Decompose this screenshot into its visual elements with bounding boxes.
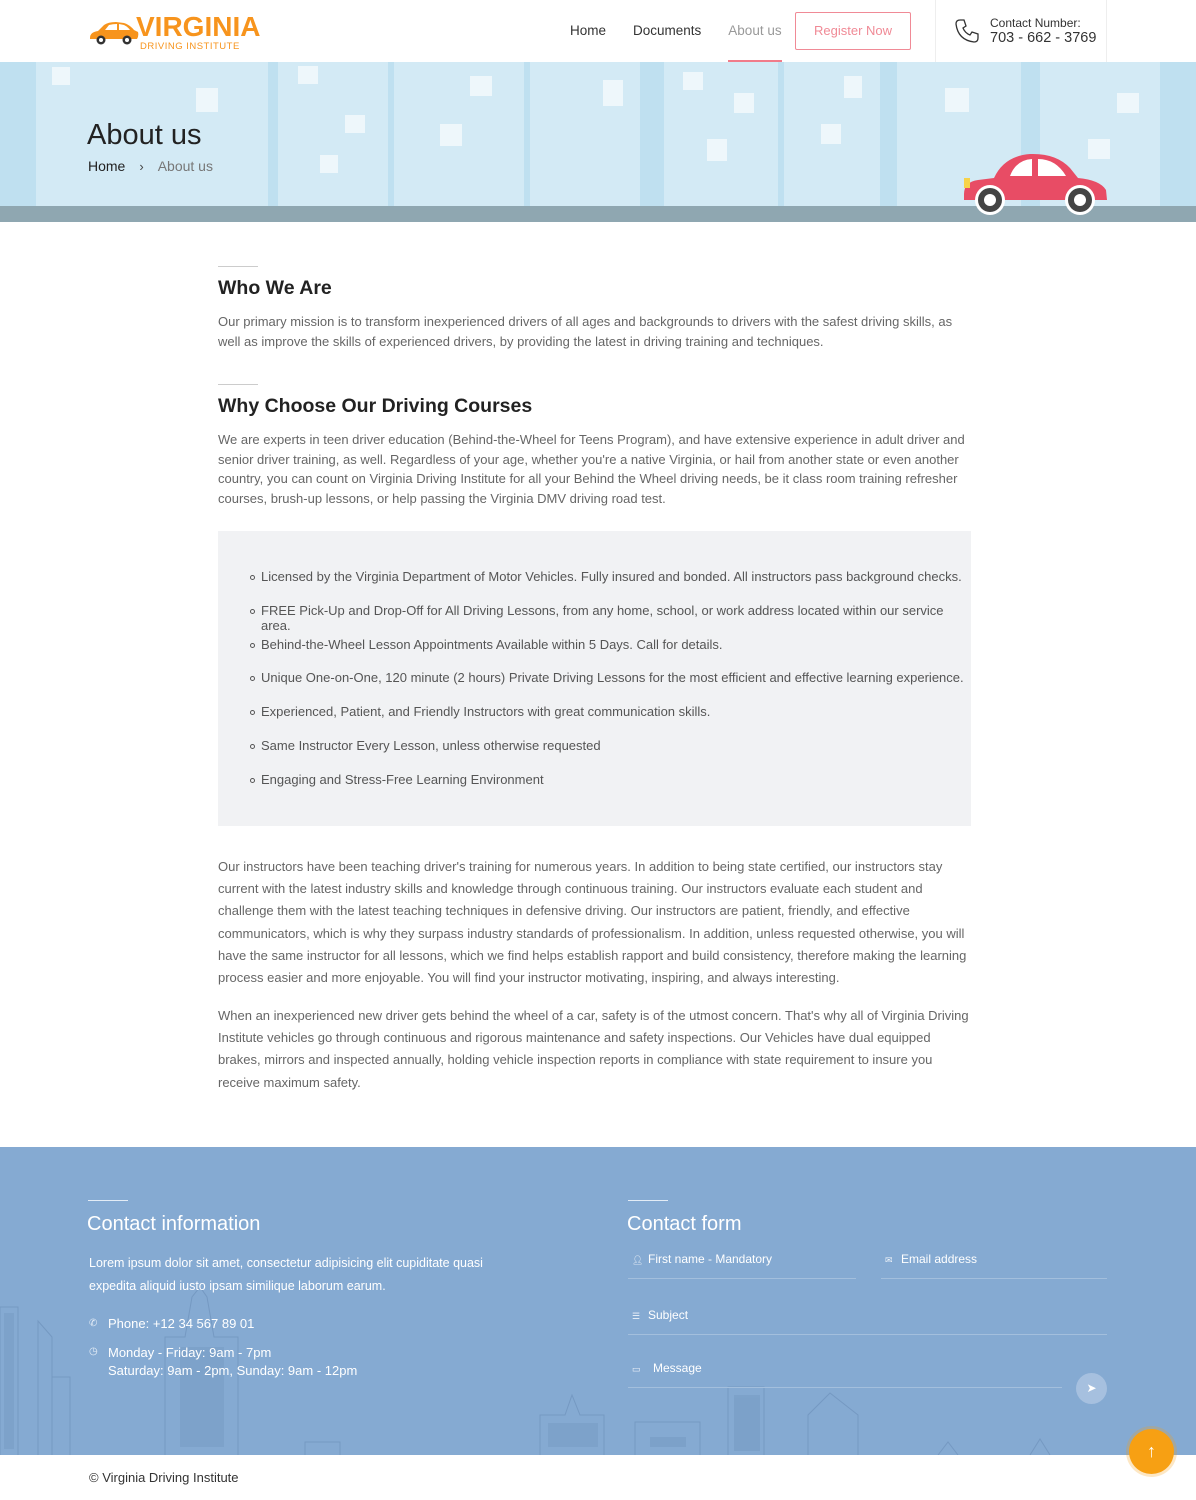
nav-home[interactable]: Home	[570, 23, 607, 38]
list-item: Unique One-on-One, 120 minute (2 hours) Private Driving Lessons for the most efficient and effective learning experience.	[250, 670, 971, 704]
car-logo-icon	[88, 18, 140, 48]
bullet-icon	[250, 609, 255, 614]
main-content	[218, 266, 971, 508]
who-we-are-text: Our primary mission is to transform inexperienced drivers of all ages and backgrounds to drivers with the safest driving skills, as well as improve the skills of experienced drivers, by providing the latest in driving training and techniques.	[218, 314, 953, 349]
chevron-right-icon: ›	[139, 158, 144, 174]
contact-information-text: Lorem ipsum dolor sit amet, consectetur adipisicing elit cupiditate quasi expedita aliquid iusto ipsam similique laborum earum.	[89, 1256, 483, 1293]
mail-icon: ✉	[885, 1255, 893, 1265]
bottom-bar	[0, 1455, 1196, 1500]
section-divider	[218, 384, 258, 385]
red-car-icon	[960, 150, 1110, 216]
breadcrumb-home[interactable]: Home	[88, 158, 126, 174]
back-to-top-button[interactable]	[1129, 1429, 1174, 1474]
copyright: © Virginia Driving Institute	[89, 1470, 239, 1485]
why-choose-text: We are experts in teen driver education (Behind-the-Wheel for Teens Program), and have extensive experience in adult driver and senior driver training, as well. Regardless of your age, whether you're a native Virginia, or hail from another state or even another country, you can count on Virginia Driving Institute for all your Behind the Wheel driving needs, be it class room training refresher courses, brush-up lessons, or help passing the Virginia DMV driving road test.	[218, 432, 965, 506]
page-hero	[0, 62, 1196, 222]
subject-field[interactable]: ☰ Subject	[628, 1305, 1107, 1335]
nav-about-us[interactable]: About us	[728, 0, 781, 62]
who-we-are-title: Who We Are	[218, 277, 332, 299]
logo-text	[136, 12, 260, 52]
bullet-icon	[250, 710, 255, 715]
first-name-field[interactable]: 👤︎ First name - Mandatory	[628, 1249, 856, 1279]
list-item: FREE Pick-Up and Drop-Off for All Driving Lessons, from any home, school, or work address located within our service area.	[250, 603, 971, 637]
message-field[interactable]: ▭ Message	[628, 1358, 1062, 1388]
bullet-icon	[250, 778, 255, 783]
breadcrumb-current: About us	[157, 158, 213, 174]
bullet-icon	[250, 643, 255, 648]
contact-label: Contact Number:	[990, 16, 1081, 30]
list-item: Engaging and Stress-Free Learning Environment	[250, 772, 971, 806]
contact-number[interactable]: 703 - 662 - 3769	[990, 30, 1097, 46]
section-divider	[218, 266, 258, 267]
section-divider	[88, 1200, 128, 1201]
contact-phone: ✆ Phone: +12 34 567 89 01	[89, 1316, 255, 1331]
contact-hours: ◷ Monday - Friday: 9am - 7pm Saturday: 9am - 2pm, Sunday: 9am - 12pm	[89, 1345, 358, 1378]
main-nav	[570, 0, 809, 62]
logo-subtitle: DRIVING INSTITUTE	[140, 41, 240, 52]
contact-number-box	[935, 0, 1107, 62]
register-now-button[interactable]: Register Now	[795, 12, 911, 50]
send-icon: ➤	[1086, 1381, 1097, 1395]
arrow-up-icon: ↑	[1147, 1441, 1156, 1461]
contact-information-title: Contact information	[87, 1213, 261, 1235]
bullet-icon	[250, 744, 255, 749]
user-icon: 👤︎	[632, 1255, 644, 1265]
logo-name: VIRGINIA	[136, 11, 261, 42]
instructors-paragraph: Our instructors have been teaching driver's training for numerous years. In addition to being state certified, our instructors stay current with the latest industry skills and knowledge through continuous training. Our instructors evaluate each student and challenge them with the latest teaching techniques in defensive driving. Our instructors are patient, friendly, and effective communicators, which is why they surpass industry standards of professionalism. In addition, unless requested otherwise, you will have the same instructor for all lessons, which we find helps establish rapport and build consistency, therefore making the learning process easier and more enjoyable. You will find your instructor motivating, inspiring, and always interesting.	[218, 859, 967, 986]
list-icon: ☰	[632, 1311, 641, 1321]
bullet-icon	[250, 676, 255, 681]
logo[interactable]	[88, 11, 261, 54]
city-skyline-illustration	[0, 1147, 1196, 1455]
chat-icon: ▭	[632, 1364, 641, 1374]
phone-icon: ✆	[89, 1318, 98, 1329]
contact-form-title: Contact form	[627, 1213, 742, 1235]
phone-icon	[954, 18, 980, 44]
section-divider	[628, 1200, 668, 1201]
clock-icon: ◷	[89, 1346, 98, 1357]
why-choose-title: Why Choose Our Driving Courses	[218, 395, 533, 417]
list-item: Same Instructor Every Lesson, unless otherwise requested	[250, 738, 971, 772]
list-item: Experienced, Patient, and Friendly Instructors with great communication skills.	[250, 704, 971, 738]
page-title: About us	[87, 119, 202, 151]
send-button[interactable]	[1076, 1373, 1107, 1404]
nav-documents[interactable]: Documents	[633, 23, 702, 38]
features-list	[250, 569, 971, 806]
list-item: Behind-the-Wheel Lesson Appointments Available within 5 Days. Call for details.	[250, 637, 971, 671]
footer	[0, 1147, 1196, 1455]
features-box	[218, 531, 971, 826]
list-item: Licensed by the Virginia Department of Motor Vehicles. Fully insured and bonded. All instructors pass background checks.	[250, 569, 971, 603]
breadcrumb	[88, 158, 213, 174]
email-field[interactable]: ✉ Email address	[881, 1249, 1107, 1279]
bullet-icon	[250, 575, 255, 580]
header	[0, 0, 1196, 62]
safety-paragraph: When an inexperienced new driver gets behind the wheel of a car, safety is of the utmost concern. That's why all of Virginia Driving Institute vehicles go through continuous and rigorous maintenance and safety inspections. Our Vehicles have dual equipped brakes, mirrors and inspected annually, holding vehicle inspection reports in compliance with state requirement to insure you receive maximum safety.	[218, 1008, 969, 1090]
